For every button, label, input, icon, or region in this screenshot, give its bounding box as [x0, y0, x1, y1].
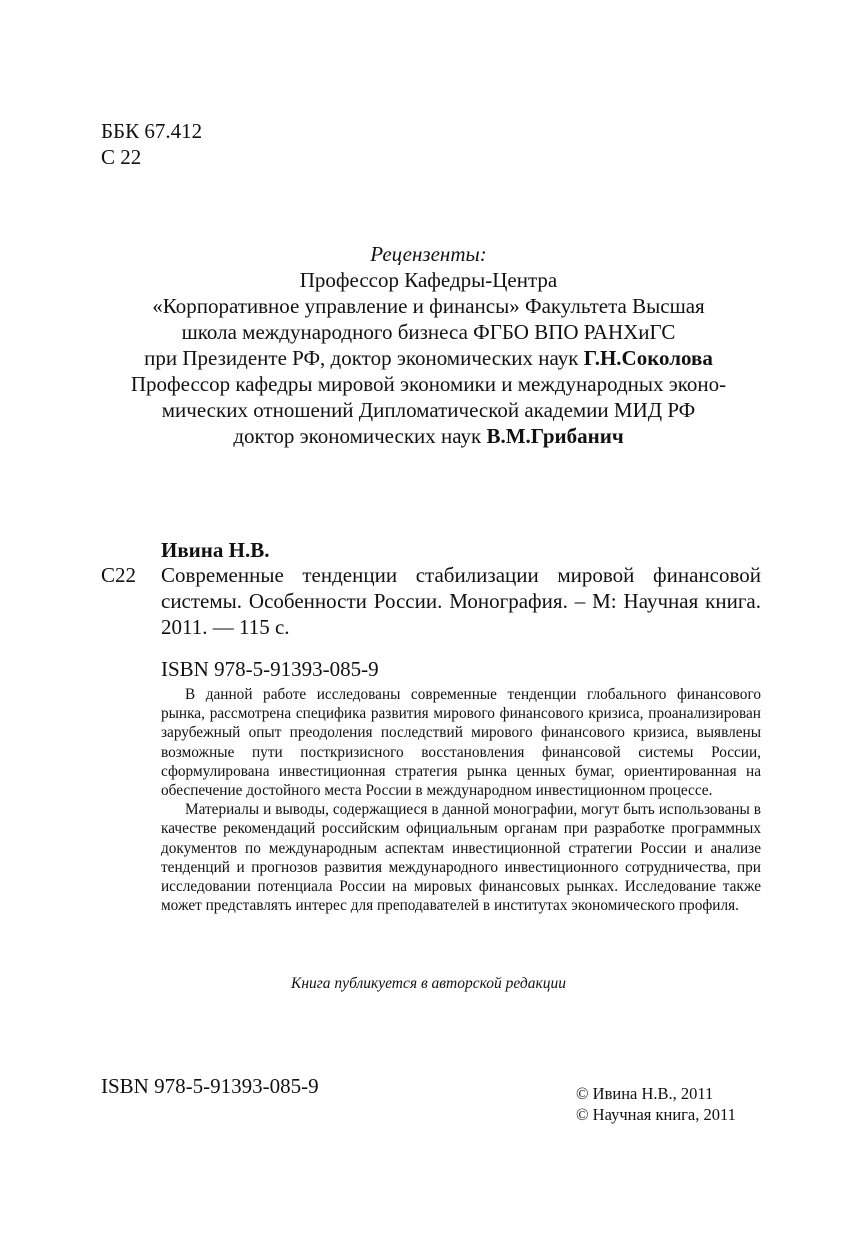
record-code: С22: [101, 563, 137, 587]
bbk-block: [101, 118, 202, 170]
record-description: Современные тенденции стабилизации мировой финансовой системы. Особенности России. Монография. – М: Научная книга. 2011. — 115 с.: [161, 563, 761, 639]
abstract: [161, 685, 761, 915]
edition-note: Книга публикуется в авторской редакции: [291, 975, 566, 992]
record-author: Ивина Н.В.: [161, 538, 270, 562]
reviewer-2-line-2: мических отношений Дипломатической академии МИД РФ: [161, 398, 696, 422]
reviewer-2-degree: доктор экономических наук: [233, 424, 482, 448]
reviewer-1-degree: при Президенте РФ, доктор экономических наук: [144, 346, 579, 370]
reviewers-title: Рецензенты:: [370, 242, 487, 266]
reviewer-2-line-3: [80, 423, 777, 449]
copyright-block: [576, 1083, 736, 1125]
reviewer-1-line-1: Профессор Кафедры-Центра: [299, 268, 558, 292]
author-mark: С 22: [101, 145, 142, 169]
copyright-publisher: © Научная книга, 2011: [576, 1105, 736, 1124]
copyright-author: © Ивина Н.В., 2011: [576, 1084, 714, 1103]
record-entry: [101, 562, 761, 640]
reviewer-1-line-2: «Корпоративное управление и финансы» Факультета Высшая: [152, 294, 705, 318]
record-isbn: ISBN 978-5-91393-085-9: [161, 657, 379, 681]
footer-isbn: ISBN 978-5-91393-085-9: [101, 1074, 319, 1098]
reviewer-1-line-3: школа международного бизнеса ФГБО ВПО РАНХиГС: [181, 320, 676, 344]
reviewer-2-line-1: Профессор кафедры мировой экономики и международных эконо-: [130, 372, 727, 396]
bbk-code: ББК 67.412: [101, 119, 203, 143]
reviewer-2-name: В.М.Грибанич: [486, 424, 624, 448]
reviewer-1-name: Г.Н.Соколова: [583, 346, 713, 370]
reviewer-1-line-4: [80, 345, 777, 371]
abstract-paragraph-1: В данной работе исследованы современные тенденции глобального финансового рынка, рассмотрена специфика развития мирового финансового кризиса, проанализирован зарубежный опыт преодоления последствий мирового финансового кризиса, выявлены возможные пути посткризисного восстановления финансовой системы России, сформулирована инвестиционная стратегия рынка ценных бумаг, ориентированная на обеспечение достойного места России в международном инвестиционном процессе.: [161, 686, 761, 800]
reviewers-block: [80, 241, 777, 449]
abstract-paragraph-2: Материалы и выводы, содержащиеся в данной монографии, могут быть использованы в качестве рекомендаций российским официальным органам при разработке программных документов по международным аспектам инвестиционной стратегии России и анализе тенденций и прогнозов развития международного инвестиционного сотрудничества, при исследовании потенциала России на мировых финансовых рынках. Исследование также может представлять интерес для преподавателей в институтах экономического профиля.: [161, 801, 761, 915]
